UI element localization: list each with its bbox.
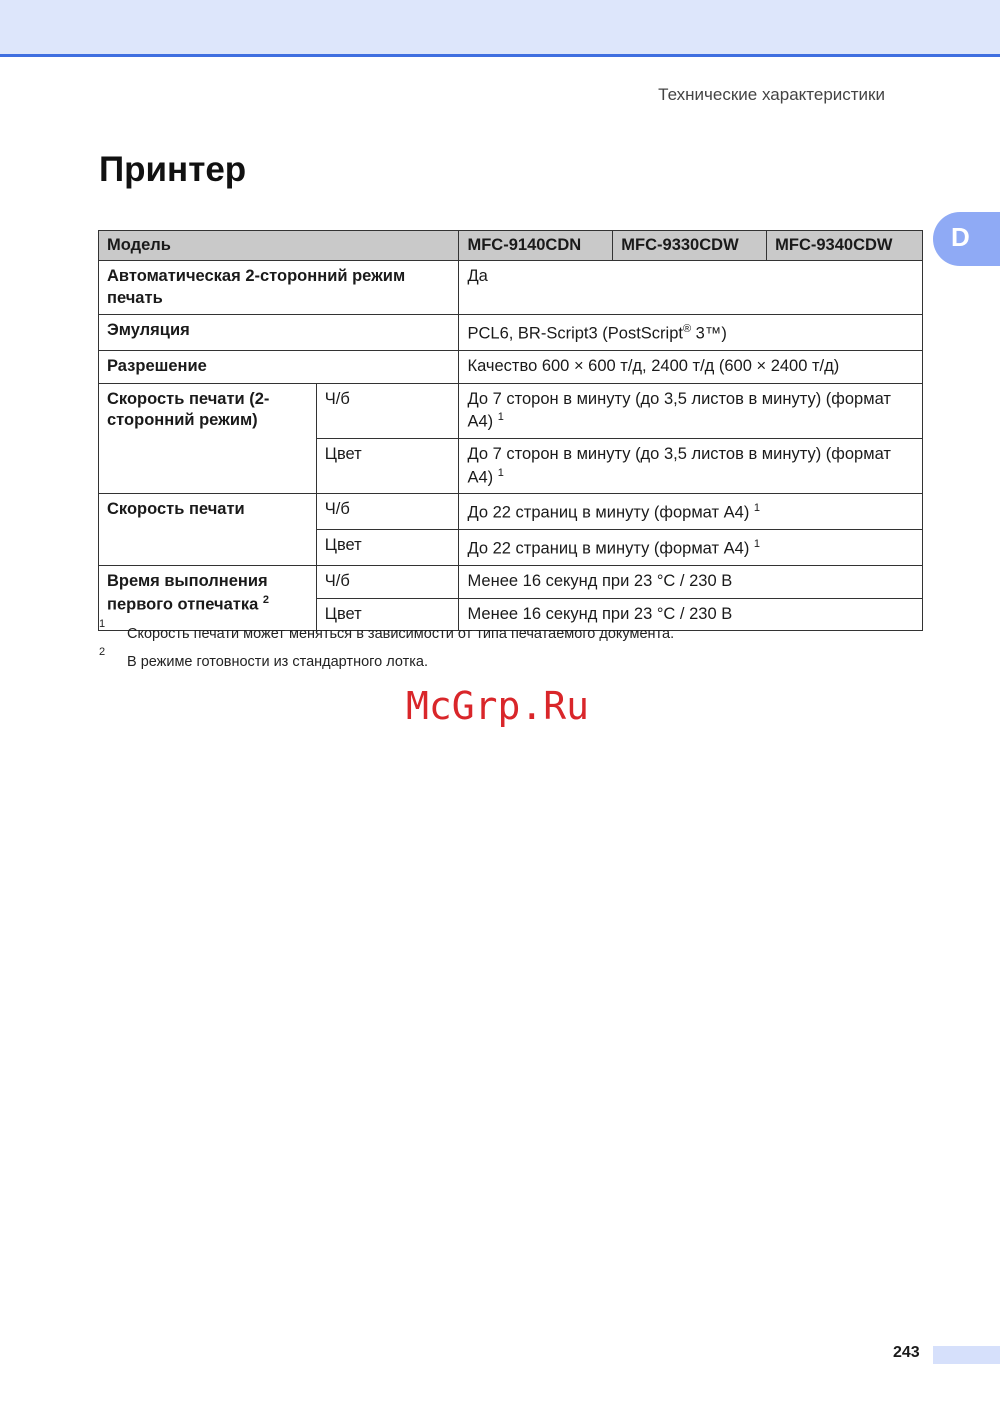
chapter-letter: D	[951, 222, 970, 252]
duplex-value: Да	[459, 261, 923, 315]
print-speed-mono-value	[459, 494, 923, 530]
footnote-ref: 1	[753, 502, 761, 515]
print-speed-label: Скорость печати	[99, 494, 317, 566]
footnote-number: 2	[99, 646, 106, 658]
watermark: McGrp.Ru	[406, 684, 590, 728]
print-speed-mono-label: Ч/б	[316, 494, 459, 530]
table-header-row	[99, 231, 923, 261]
first-print-mono-label: Ч/б	[316, 566, 459, 598]
first-print-label-text: Время выполнения первого отпечатка	[107, 572, 268, 614]
duplex-speed-mono-text: До 7 сторон в минуту (до 3,5 листов в минуту) (формат А4)	[467, 389, 891, 431]
table-row	[99, 494, 923, 530]
emulation-label: Эмуляция	[99, 315, 459, 351]
resolution-value: Качество 600 × 600 т/д, 2400 т/д (600 × 2400 т/д)	[459, 351, 923, 383]
emulation-value	[459, 315, 923, 351]
running-header: Технические характеристики	[658, 85, 885, 104]
registered-mark: ®	[682, 323, 692, 336]
footnote-text: В режиме готовности из стандартного лотка.	[127, 654, 428, 670]
table-row	[99, 566, 923, 598]
top-header-band	[0, 0, 1000, 57]
page-number: 243	[893, 1344, 920, 1361]
emulation-value-text: PCL6, BR-Script3 (PostScript	[467, 324, 683, 343]
emulation-value-suffix: 3™)	[691, 324, 727, 343]
table-row	[99, 261, 923, 315]
duplex-speed-mono-label: Ч/б	[316, 383, 459, 438]
first-print-color-value: Менее 16 секунд при 23 °C / 230 В	[459, 598, 923, 630]
page-title: Принтер	[99, 150, 247, 189]
duplex-speed-label: Скорость печати (2-сторонний режим)	[99, 383, 317, 494]
print-speed-mono-text: До 22 страниц в минуту (формат А4)	[467, 503, 750, 522]
duplex-speed-color-text: До 7 сторон в минуту (до 3,5 листов в минуту) (формат А4)	[467, 445, 891, 486]
first-print-mono-value: Менее 16 секунд при 23 °C / 230 В	[459, 566, 923, 598]
table-row	[99, 351, 923, 383]
duplex-label: Автоматическая 2-сторонний режим печать	[99, 261, 459, 315]
duplex-speed-color-value	[459, 439, 923, 494]
table-row	[99, 383, 923, 438]
footnote-number: 1	[99, 618, 106, 630]
model-column-2: MFC-9330CDW	[613, 231, 767, 261]
footnote-ref: 2	[262, 593, 270, 606]
bottom-band	[933, 1346, 1000, 1364]
first-print-color-label: Цвет	[316, 598, 459, 630]
printer-spec-table	[98, 230, 923, 631]
chapter-tab	[933, 212, 1000, 266]
model-column-3: MFC-9340CDW	[767, 231, 923, 261]
footnote-text: Скорость печати может меняться в зависимости от типа печатаемого документа.	[127, 626, 675, 642]
model-header: Модель	[99, 231, 459, 261]
resolution-label: Разрешение	[99, 351, 459, 383]
footnote-ref: 1	[497, 411, 504, 424]
table-row	[99, 315, 923, 351]
duplex-speed-color-label: Цвет	[316, 439, 459, 494]
footnote-ref: 1	[753, 538, 761, 551]
footnote-ref: 1	[497, 466, 504, 479]
print-speed-color-value	[459, 530, 923, 566]
print-speed-color-text: До 22 страниц в минуту (формат А4)	[467, 539, 750, 558]
first-print-label	[99, 566, 317, 631]
duplex-speed-mono-value	[459, 383, 923, 438]
model-column-1: MFC-9140CDN	[459, 231, 613, 261]
print-speed-color-label: Цвет	[316, 530, 459, 566]
